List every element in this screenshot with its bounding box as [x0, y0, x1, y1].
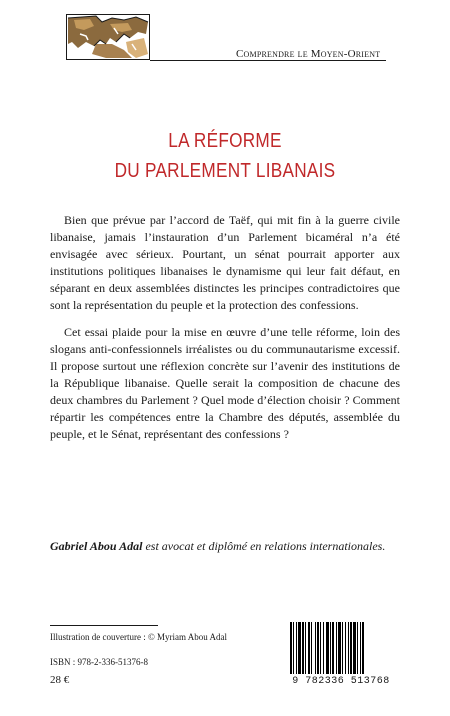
- collection-logo: [66, 14, 150, 60]
- author-bio: [50, 539, 400, 554]
- barcode-digits: 9 782336 513768: [292, 676, 390, 687]
- collection-name: Comprendre le Moyen-Orient: [236, 48, 381, 60]
- blurb-paragraph-2: Cet essai plaide pour la mise en œuvre d’une telle réforme, loin des slogans anti-confessionnels irréalistes ou du communautarisme excessif. Il propose surtout une réflexion concrète sur l’avenir des institutions de la République libanaise. Quelle serait la composition de chacune des deux chambres du Parlement ? Quel mode d’élection choisir ? Comment répartir les compétences entre la Chambre des députés, assemblée du peuple, et le Sénat, représentant des confessions ?: [50, 325, 400, 441]
- barcode-bars: [288, 622, 394, 676]
- blurb: [50, 212, 400, 453]
- isbn-text: ISBN : 978-2-336-51376-8: [50, 657, 148, 667]
- illustration-credit: Illustration de couverture : © Myriam Abou Adal: [50, 632, 228, 642]
- collection-divider: [150, 60, 386, 61]
- book-title-line2: DU PARLEMENT LIBANAIS: [114, 160, 336, 182]
- book-title-line1: LA RÉFORME: [168, 130, 282, 152]
- author-description: est avocat et diplômé en relations internationales.: [142, 539, 386, 553]
- blurb-paragraph-1: Bien que prévue par l’accord de Taëf, qui mit fin à la guerre civile libanaise, jamais l’instauration d’un Parlement bicaméral n’a été envisagée avec sérieux. Pourtant, un sénat pourrait apporter aux institutions politiques libanaises le dynamisme qui leur fait défaut, en séparant en deux assemblées distinctes les principes contradictoires que sont la représentation du peuple et la protection des confessions.: [50, 213, 400, 312]
- footer-divider: [50, 625, 158, 626]
- middle-east-map-icon: [66, 14, 150, 60]
- author-name: Gabriel Abou Adal: [50, 539, 143, 553]
- price: 28 €: [50, 674, 70, 686]
- barcode: [280, 618, 402, 690]
